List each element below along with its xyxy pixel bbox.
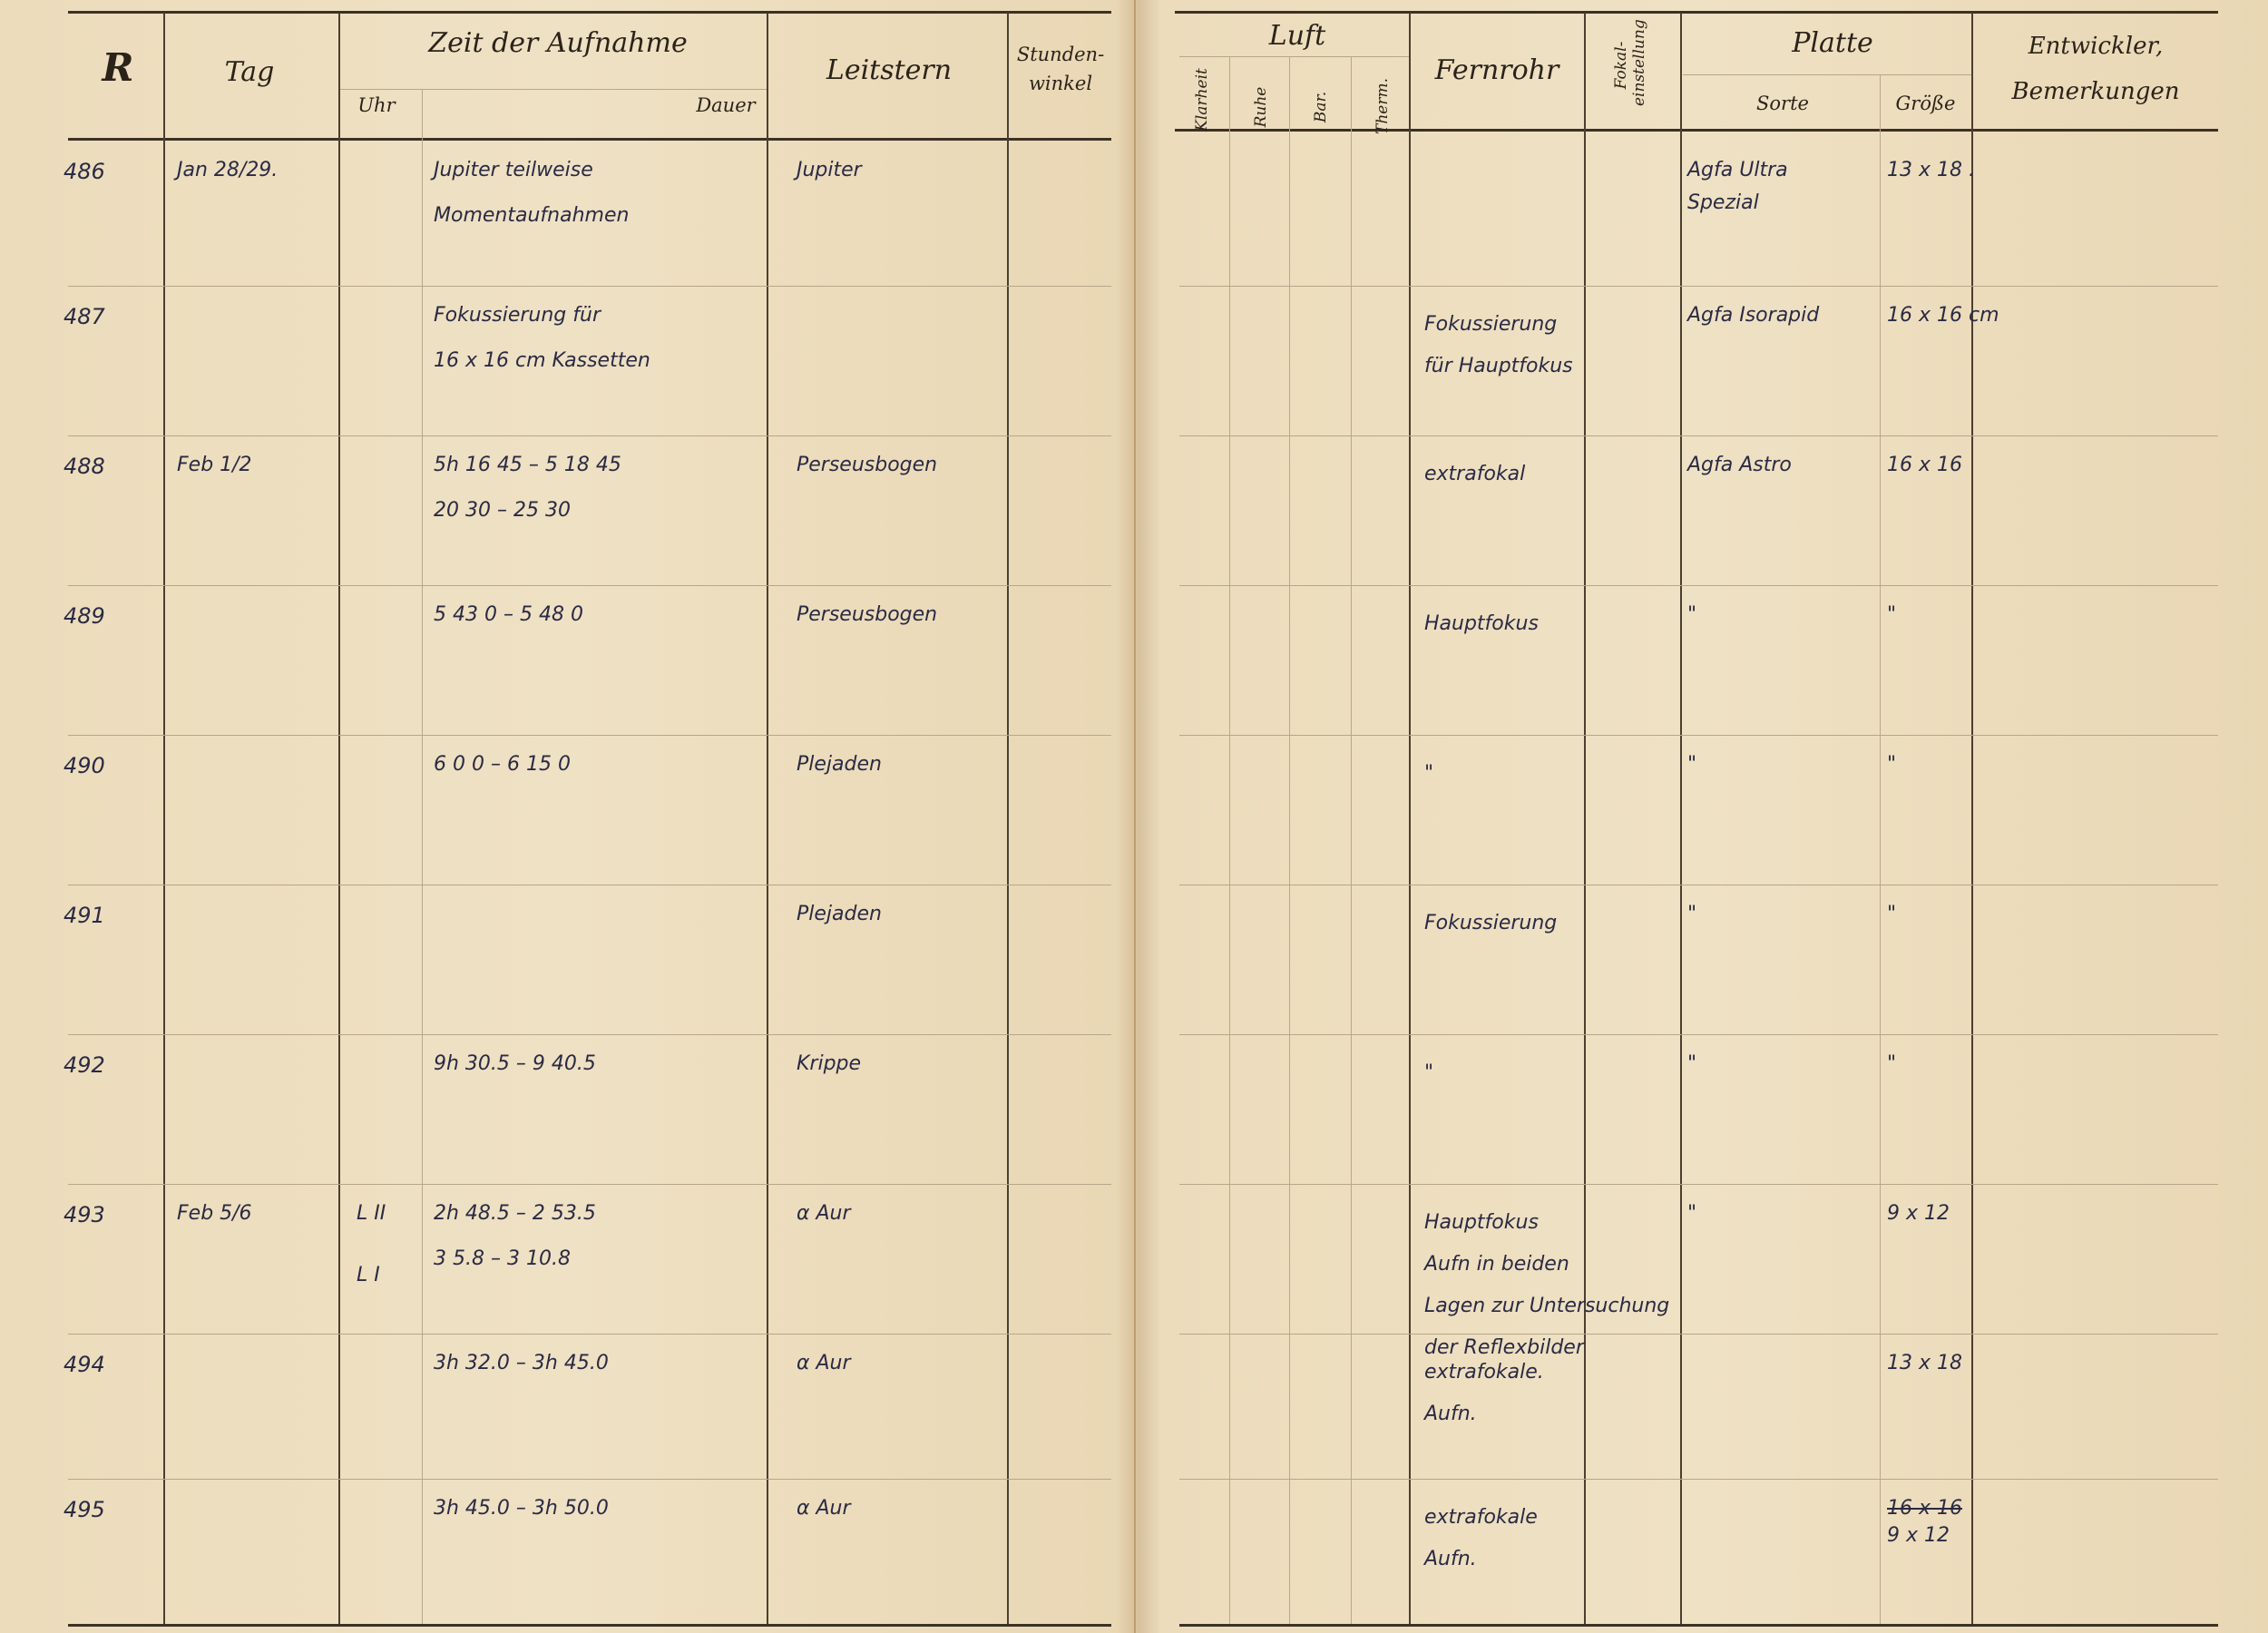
entry-time: 16 x 16 cm Kassetten — [434, 349, 650, 372]
entry-guide-star: Plejaden — [797, 903, 882, 925]
right-col-divider — [1584, 13, 1586, 1624]
entry-time: Jupiter teilweise — [434, 159, 593, 181]
left-bottom-rule — [68, 1624, 1111, 1627]
right-col-divider — [1880, 74, 1881, 1624]
entry-plate-type: Agfa Ultra — [1687, 159, 1788, 181]
left-col-divider — [767, 13, 768, 1624]
header-klarheit: Klarheit — [1193, 68, 1211, 132]
entry-telescope: extrafokal — [1424, 463, 1526, 485]
entry-plate-size: 9 x 12 — [1887, 1202, 1950, 1225]
left-col-divider — [338, 13, 340, 1624]
entry-plate-size: 13 x 18 . — [1887, 159, 1975, 181]
row-separator — [68, 735, 1111, 736]
entry-telescope: Aufn in beiden — [1424, 1253, 1569, 1276]
header-uhr: Uhr — [357, 94, 396, 116]
header-zeit: Zeit der Aufnahme — [428, 27, 688, 59]
entry-time: 3h 32.0 – 3h 45.0 — [434, 1352, 609, 1374]
entry-number: 493 — [64, 1202, 105, 1227]
row-separator — [1179, 435, 2218, 436]
entry-plate-type: " — [1687, 903, 1697, 925]
entry-plate-type: Agfa Astro — [1687, 454, 1792, 476]
row-separator — [1179, 585, 2218, 586]
row-separator — [68, 435, 1111, 436]
entry-time: 6 0 0 – 6 15 0 — [434, 753, 571, 776]
entry-number: 494 — [64, 1352, 105, 1377]
entry-telescope: Lagen zur Untersuchung — [1424, 1295, 1670, 1317]
entry-telescope: extrafokale. — [1424, 1361, 1544, 1384]
entry-time: 3 5.8 – 3 10.8 — [434, 1247, 571, 1270]
entry-date: Jan 28/29. — [177, 159, 279, 181]
right-top-rule — [1175, 11, 2218, 14]
header-groesse: Größe — [1895, 93, 1956, 114]
right-bottom-rule — [1179, 1624, 2218, 1627]
entry-number: 487 — [64, 304, 105, 329]
right-col-divider — [1289, 56, 1290, 1624]
entry-plate-size: 16 x 16 — [1887, 1497, 1962, 1520]
entry-time: 3h 45.0 – 3h 50.0 — [434, 1497, 609, 1520]
entry-time: Momentaufnahmen — [434, 204, 630, 227]
entry-plate-type: Agfa Isorapid — [1687, 304, 1820, 327]
row-separator — [1179, 735, 2218, 736]
entry-plate-size: " — [1887, 1052, 1897, 1075]
entry-time: 2h 48.5 – 2 53.5 — [434, 1202, 596, 1225]
row-separator — [1179, 1334, 2218, 1335]
entry-date: Feb 5/6 — [177, 1202, 252, 1225]
header-fokal-1: Fokal- — [1612, 41, 1630, 90]
right-col-divider — [1229, 56, 1230, 1624]
left-col-divider — [422, 89, 423, 1624]
row-separator — [68, 1334, 1111, 1335]
entry-guide-star: α Aur — [797, 1352, 851, 1374]
entry-number: 489 — [64, 603, 105, 629]
entry-telescope: " — [1424, 1061, 1434, 1084]
row-separator — [68, 286, 1111, 287]
right-col-divider — [1971, 13, 1973, 1624]
entry-plate-size: " — [1887, 753, 1897, 776]
right-col-divider — [1409, 13, 1411, 1624]
right-platte-rule — [1683, 74, 1971, 75]
entry-telescope: Aufn. — [1424, 1403, 1477, 1425]
entry-time: 20 30 – 25 30 — [434, 499, 571, 522]
left-col-divider — [1007, 13, 1009, 1624]
entry-plate-type: " — [1687, 603, 1697, 626]
entry-guide-star: Jupiter — [797, 159, 862, 181]
entry-plate-size: " — [1887, 903, 1897, 925]
left-header-rule — [68, 138, 1111, 141]
header-dauer: Dauer — [696, 94, 756, 116]
entry-guide-star: Plejaden — [797, 753, 882, 776]
row-separator — [1179, 1184, 2218, 1185]
entry-time: 5h 16 45 – 5 18 45 — [434, 454, 621, 476]
right-luft-rule — [1179, 56, 1409, 57]
header-bemerkungen: Bemerkungen — [2011, 78, 2180, 105]
row-separator — [68, 585, 1111, 586]
header-platte: Platte — [1792, 27, 1873, 59]
entry-telescope: für Hauptfokus — [1424, 355, 1573, 377]
entry-plate-type: Spezial — [1687, 191, 1759, 214]
entry-guide-star: Perseusbogen — [797, 454, 938, 476]
right-header-rule — [1175, 129, 2218, 132]
entry-number: 486 — [64, 159, 105, 184]
header-fokal-2: einstellung — [1630, 19, 1648, 106]
header-therm: Therm. — [1374, 78, 1392, 134]
right-page — [1136, 0, 2268, 1633]
row-separator — [1179, 1034, 2218, 1035]
header-bar: Bar. — [1312, 91, 1330, 123]
header-ruhe: Ruhe — [1252, 86, 1270, 128]
header-fernrohr: Fernrohr — [1434, 54, 1559, 86]
entry-guide-star: Perseusbogen — [797, 603, 938, 626]
entry-number: 490 — [64, 753, 105, 778]
row-separator — [68, 1184, 1111, 1185]
book-gutter — [1116, 0, 1161, 1633]
entry-plate-size: 16 x 16 — [1887, 454, 1962, 476]
header-tag: Tag — [224, 56, 275, 88]
entry-guide-star: α Aur — [797, 1202, 851, 1225]
header-leitstern: Leitstern — [826, 54, 953, 86]
entry-guide-star: Krippe — [797, 1052, 862, 1075]
row-separator — [68, 1479, 1111, 1480]
entry-telescope: Aufn. — [1424, 1548, 1477, 1570]
entry-telescope: " — [1424, 762, 1434, 785]
left-subheader-rule — [340, 89, 767, 90]
right-col-divider — [1680, 13, 1682, 1624]
header-luft: Luft — [1268, 20, 1326, 52]
entry-number: 495 — [64, 1497, 105, 1522]
entry-telescope: Hauptfokus — [1424, 612, 1539, 635]
right-col-divider — [1351, 56, 1352, 1624]
row-separator — [1179, 286, 2218, 287]
left-top-rule — [68, 11, 1111, 14]
entry-plate-size: 9 x 12 — [1887, 1524, 1950, 1547]
entry-time: Fokussierung für — [434, 304, 601, 327]
header-stundenwinkel-2: winkel — [1028, 73, 1093, 94]
entry-number: 492 — [64, 1052, 105, 1078]
entry-time: 5 43 0 – 5 48 0 — [434, 603, 583, 626]
entry-clock: L II — [357, 1202, 386, 1225]
header-r: R — [102, 45, 134, 90]
entry-telescope: extrafokale — [1424, 1506, 1538, 1529]
header-sorte: Sorte — [1756, 93, 1809, 114]
header-entwickler: Entwickler, — [2028, 33, 2164, 60]
entry-time: 9h 30.5 – 9 40.5 — [434, 1052, 596, 1075]
row-separator — [68, 1034, 1111, 1035]
entry-plate-type: " — [1687, 1202, 1697, 1225]
entry-date: Feb 1/2 — [177, 454, 252, 476]
entry-telescope: Fokussierung — [1424, 313, 1558, 336]
entry-clock: L I — [357, 1264, 380, 1286]
entry-plate-type: " — [1687, 1052, 1697, 1075]
row-separator — [1179, 1479, 2218, 1480]
entry-plate-size: " — [1887, 603, 1897, 626]
entry-number: 491 — [64, 903, 105, 928]
entry-guide-star: α Aur — [797, 1497, 851, 1520]
entry-plate-size: 13 x 18 — [1887, 1352, 1962, 1374]
left-col-divider — [163, 13, 165, 1624]
entry-telescope: der Reflexbilder — [1424, 1336, 1584, 1359]
entry-plate-size: 16 x 16 cm — [1887, 304, 1999, 327]
entry-number: 488 — [64, 454, 105, 479]
entry-telescope: Fokussierung — [1424, 912, 1558, 934]
entry-telescope: Hauptfokus — [1424, 1211, 1539, 1234]
header-stundenwinkel-1: Stunden- — [1016, 44, 1105, 65]
entry-plate-type: " — [1687, 753, 1697, 776]
